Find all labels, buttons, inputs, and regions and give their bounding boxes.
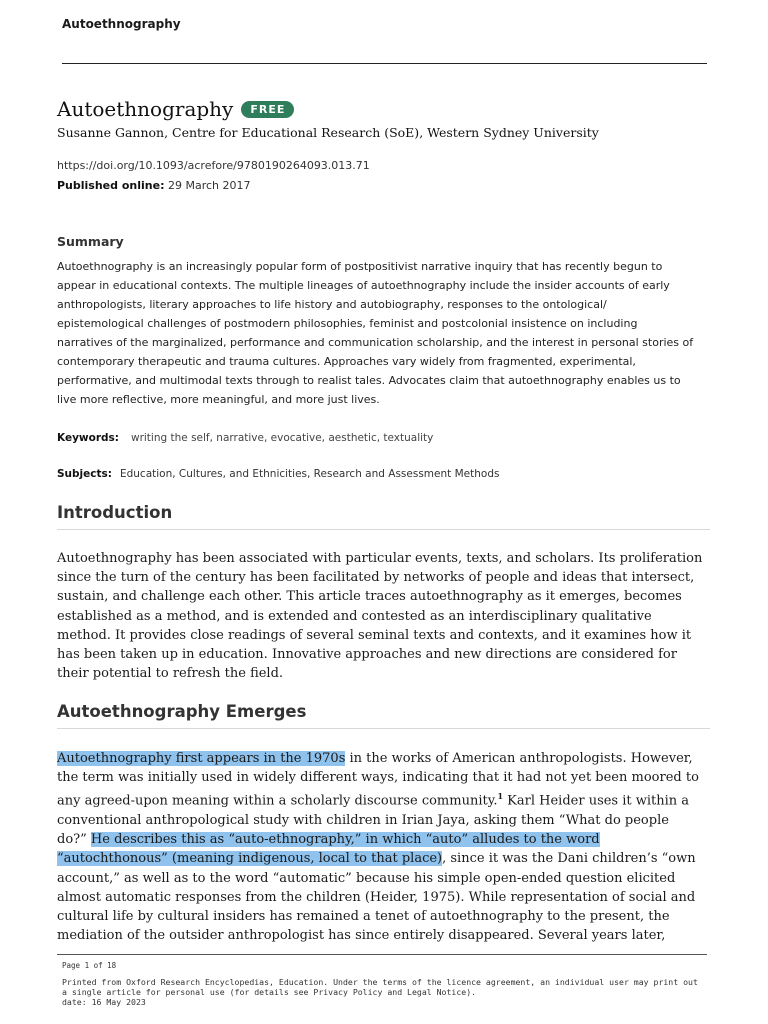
emerges-line: conventional anthropological study with children in Irian Jaya, asking them “What do people [57,812,669,828]
introduction-paragraph [57,549,712,683]
emerges-line: account,” as well as to the word “automatic” because his simple open-ended question elicited [57,870,676,886]
summary-line: Autoethnography is an increasingly popular form of postpositivist narrative inquiry that has recently begun to [57,260,663,273]
intro-line: has been taken up in education. Innovative approaches and new directions are considered for [57,647,677,663]
introduction-heading: Introduction [57,503,173,522]
summary-line: contemporary therapeutic and trauma cultures. Approaches vary widely from fragmented, experimental, [57,355,636,368]
published-online [57,179,251,192]
emerges-line: Autoethnography first appears in the 1970s in the works of American anthropologists. However, [57,751,693,766]
running-head: Autoethnography [62,17,181,31]
emerges-line: the term was initially used in widely different ways, indicating that it had not yet been moored to [57,770,699,786]
article-title: Autoethnography [57,97,234,121]
subjects [57,468,499,480]
published-label: Published online: [57,179,165,192]
print-date: date: 16 May 2023 [62,997,146,1007]
header-rule [62,63,707,64]
subjects-value[interactable]: Education, Cultures, and Ethnicities, Research and Assessment Methods [119,468,500,480]
footer-rule [57,954,707,955]
emerges-line: do?” He describes this as “auto-ethnography,” in which “auto” alludes to the word [57,832,600,848]
article-title-row [57,97,294,121]
intro-line: Autoethnography has been associated with particular events, texts, and scholars. Its proliferation [57,551,703,566]
subjects-label: Subjects: [57,468,112,480]
keywords-value[interactable]: writing the self, narrative, evocative, aesthetic, textuality [130,432,434,444]
article-author[interactable]: Susanne Gannon, Centre for Educational Research (SoE), Western Sydney University [57,125,599,140]
intro-line: established as a method, and is extended and contested as an interdisciplinary qualitative [57,608,652,624]
summary-body [57,257,717,409]
free-badge: FREE [241,101,294,118]
emerges-line: cultural life by cultural insiders has remained a tenet of autoethnography to the present, the [57,908,670,924]
intro-line: sustain, and challenge each other. This article traces autoethnography as it emerges, becomes [57,589,682,605]
keywords [57,432,433,444]
emerges-line: “autochthonous” (meaning indigenous, local to that place), since it was the Dani children’s “own [57,851,696,867]
summary-line: narratives of the marginalized, performance and communication scholarship, and the interest in personal stories of [57,336,694,349]
summary-line: performative, and multimodal texts through to realist tales. Advocates claim that autoethnography enables us to [57,374,681,387]
keywords-label: Keywords: [57,432,119,444]
intro-line: their potential to refresh the field. [57,666,284,682]
introduction-rule [57,529,710,530]
highlighted-text[interactable]: Autoethnography first appears in the 1970s [57,751,346,766]
intro-line: method. It provides close readings of several seminal texts and contexts, and it examines how it [57,627,692,643]
emerges-line: almost automatic responses from the children (Heider, 1975). While representation of social and [57,889,696,905]
emerges-line: mediation of the outsider anthropologist has since entirely disappeared. Several years later, [57,928,666,944]
page-number: Page 1 of 18 [62,961,117,970]
print-notice [62,977,712,1007]
emerges-heading: Autoethnography Emerges [57,702,307,721]
emerges-line: any agreed-upon meaning within a scholarly discourse community.$^1$ Karl Heider uses it within a [57,791,690,809]
summary-line: epistemological challenges of postmodern philosophies, feminist and postcolonial insistence on including [57,317,638,330]
summary-line: live more reflective, more meaningful, and more just lives. [57,393,380,406]
emerges-rule [57,728,710,729]
intro-line: since the turn of the century has been facilitated by networks of people and ideas that intersect, [57,570,695,586]
print-notice-line: a single article for personal use (for details see Privacy Policy and Legal Notice). [62,987,477,997]
highlighted-text[interactable]: He describes this as “auto-ethnography,” in which “auto” alludes to the word [90,832,600,848]
doi-link[interactable]: https://doi.org/10.1093/acrefore/9780190264093.013.71 [57,159,370,172]
summary-heading: Summary [57,234,124,249]
footnote-ref[interactable]: 1 [497,791,504,802]
published-date: 29 March 2017 [167,179,251,192]
emerges-paragraph [57,749,712,945]
summary-line: appear in educational contexts. The multiple lineages of autoethnography include the insider accounts of early [57,279,670,292]
highlighted-text[interactable]: “autochthonous” (meaning indigenous, local to that place) [57,851,443,867]
summary-line: anthropologists, literary approaches to life history and autobiography, responses to the ontological/ [57,298,607,311]
print-notice-line: Printed from Oxford Research Encyclopedias, Education. Under the terms of the licence agreement, an individual user may print out [62,977,698,987]
